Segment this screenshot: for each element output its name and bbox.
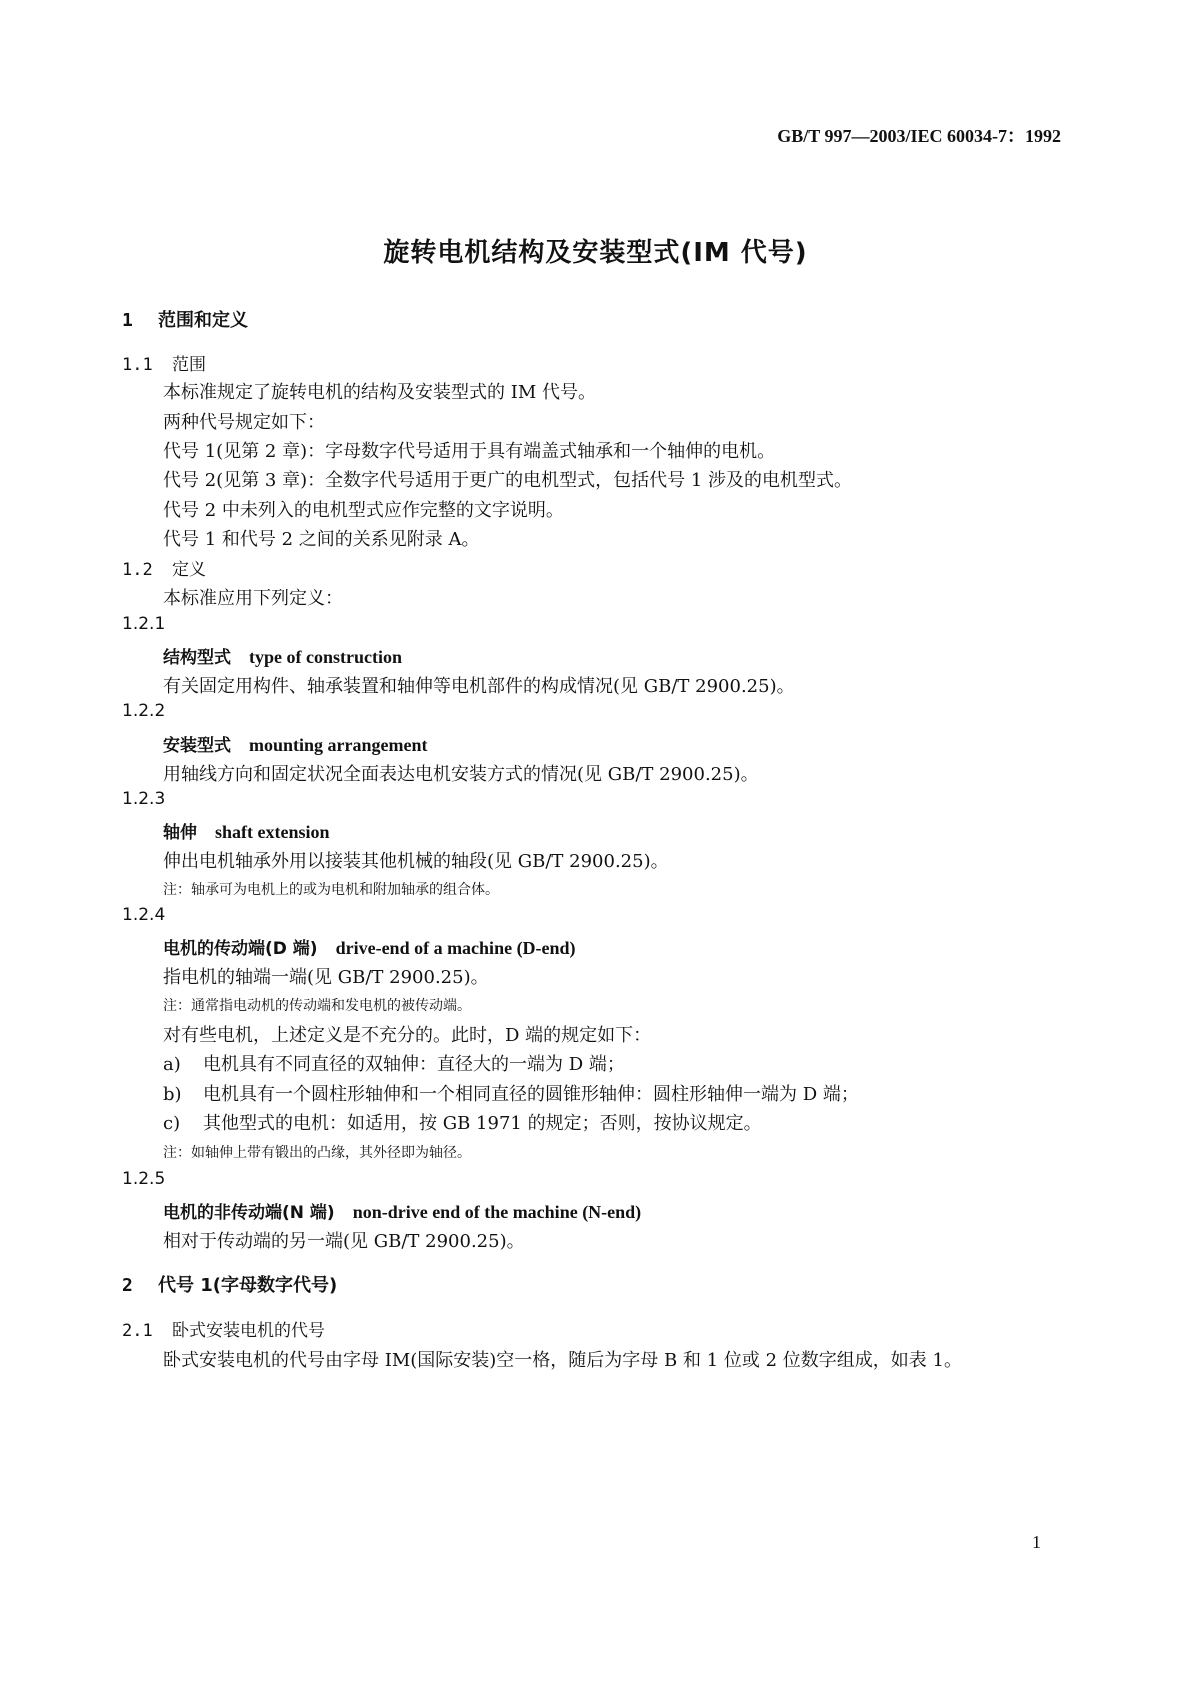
definition-text: 伸出电机轴承外用以接装其他机械的轴段(见 GB/T 2900.25)。	[163, 851, 669, 872]
definition-text: 指电机的轴端一端(见 GB/T 2900.25)。	[163, 967, 489, 988]
definition-text: 有关固定用构件、轴承装置和轴伸等电机部件的构成情况(见 GB/T 2900.25)。	[163, 676, 795, 697]
section-number: 2	[122, 1275, 133, 1296]
clause-number: 1.2.3	[122, 789, 166, 809]
list-item	[163, 1050, 625, 1076]
section-title: 范围和定义	[158, 310, 248, 331]
paragraph: 代号 2(见第 3 章)：全数字代号适用于更广的电机型式，包括代号 1 涉及的电机型式。	[163, 470, 853, 491]
section-2-heading	[122, 1271, 337, 1297]
clause-number: 1.2.2	[122, 701, 166, 721]
note: 注：通常指电动机的传动端和发电机的被传动端。	[163, 998, 471, 1014]
list-item-text: 电机具有不同直径的双轴伸：直径大的一端为 D 端；	[203, 1054, 625, 1075]
list-item-text: 其他型式的电机：如适用，按 GB 1971 的规定；否则，按协议规定。	[203, 1113, 762, 1134]
term-chinese: 电机的非传动端(N 端)	[163, 1203, 335, 1223]
term-heading	[163, 818, 330, 843]
paragraph: 代号 2 中未列入的电机型式应作完整的文字说明。	[163, 500, 564, 521]
note: 注：轴承可为电机上的或为电机和附加轴承的组合体。	[163, 882, 499, 898]
list-item-mark: b)	[163, 1084, 182, 1105]
section-1-2-heading	[122, 555, 206, 580]
section-number: 1.1	[122, 355, 153, 375]
section-1-heading	[122, 306, 248, 332]
paragraph: 本标准规定了旋转电机的结构及安装型式的 IM 代号。	[163, 382, 596, 403]
term-chinese: 电机的传动端(D 端)	[163, 939, 318, 959]
term-heading	[163, 1198, 641, 1223]
section-1-1-heading	[122, 350, 206, 375]
definition-text: 用轴线方向和固定状况全面表达电机安装方式的情况(见 GB/T 2900.25)。	[163, 764, 759, 785]
clause-number: 1.2.4	[122, 905, 166, 925]
section-title: 代号 1(字母数字代号)	[158, 1275, 338, 1296]
section-title: 卧式安装电机的代号	[172, 1321, 325, 1341]
section-number: 1	[122, 310, 133, 331]
term-english: shaft extension	[215, 822, 330, 842]
term-english: non-drive end of the machine (N-end)	[352, 1202, 642, 1222]
term-chinese: 安装型式	[163, 736, 231, 756]
paragraph: 本标准应用下列定义：	[163, 588, 343, 609]
section-number: 1.2	[122, 560, 153, 580]
section-number: 2.1	[122, 1321, 153, 1341]
paragraph: 两种代号规定如下：	[163, 412, 325, 433]
note: 注：如轴伸上带有锻出的凸缘，其外径即为轴径。	[163, 1145, 471, 1161]
term-heading	[163, 934, 576, 959]
clause-number: 1.2.5	[122, 1169, 166, 1189]
list-item-mark: c)	[163, 1113, 181, 1134]
definition-text: 相对于传动端的另一端(见 GB/T 2900.25)。	[163, 1231, 525, 1252]
clause-number: 1.2.1	[122, 614, 166, 634]
term-heading	[163, 731, 428, 756]
section-title: 定义	[172, 560, 206, 580]
term-chinese: 结构型式	[163, 648, 231, 668]
term-english: drive-end of a machine (D-end)	[335, 938, 576, 958]
document-title: 旋转电机结构及安装型式(IM 代号)	[383, 238, 808, 268]
paragraph: 对有些电机，上述定义是不充分的。此时，D 端的规定如下：	[163, 1025, 652, 1046]
standard-number: GB/T 997—2003/IEC 60034-7：1992	[777, 126, 1061, 146]
term-heading	[163, 643, 402, 668]
list-item	[163, 1080, 859, 1106]
paragraph: 卧式安装电机的代号由字母 IM(国际安装)空一格，随后为字母 B 和 1 位或 2 位数字组成，如表 1。	[163, 1350, 962, 1371]
section-title: 范围	[172, 355, 206, 375]
term-english: mounting arrangement	[249, 735, 428, 755]
page-number: 1	[1032, 1532, 1041, 1552]
list-item-mark: a)	[163, 1054, 181, 1075]
paragraph: 代号 1(见第 2 章)：字母数字代号适用于具有端盖式轴承和一个轴伸的电机。	[163, 441, 776, 462]
list-item-text: 电机具有一个圆柱形轴伸和一个相同直径的圆锥形轴伸：圆柱形轴伸一端为 D 端；	[203, 1084, 859, 1105]
paragraph: 代号 1 和代号 2 之间的关系见附录 A。	[163, 529, 480, 550]
term-english: type of construction	[249, 647, 402, 667]
list-item	[163, 1109, 762, 1135]
term-chinese: 轴伸	[163, 823, 197, 843]
section-2-1-heading	[122, 1316, 325, 1341]
